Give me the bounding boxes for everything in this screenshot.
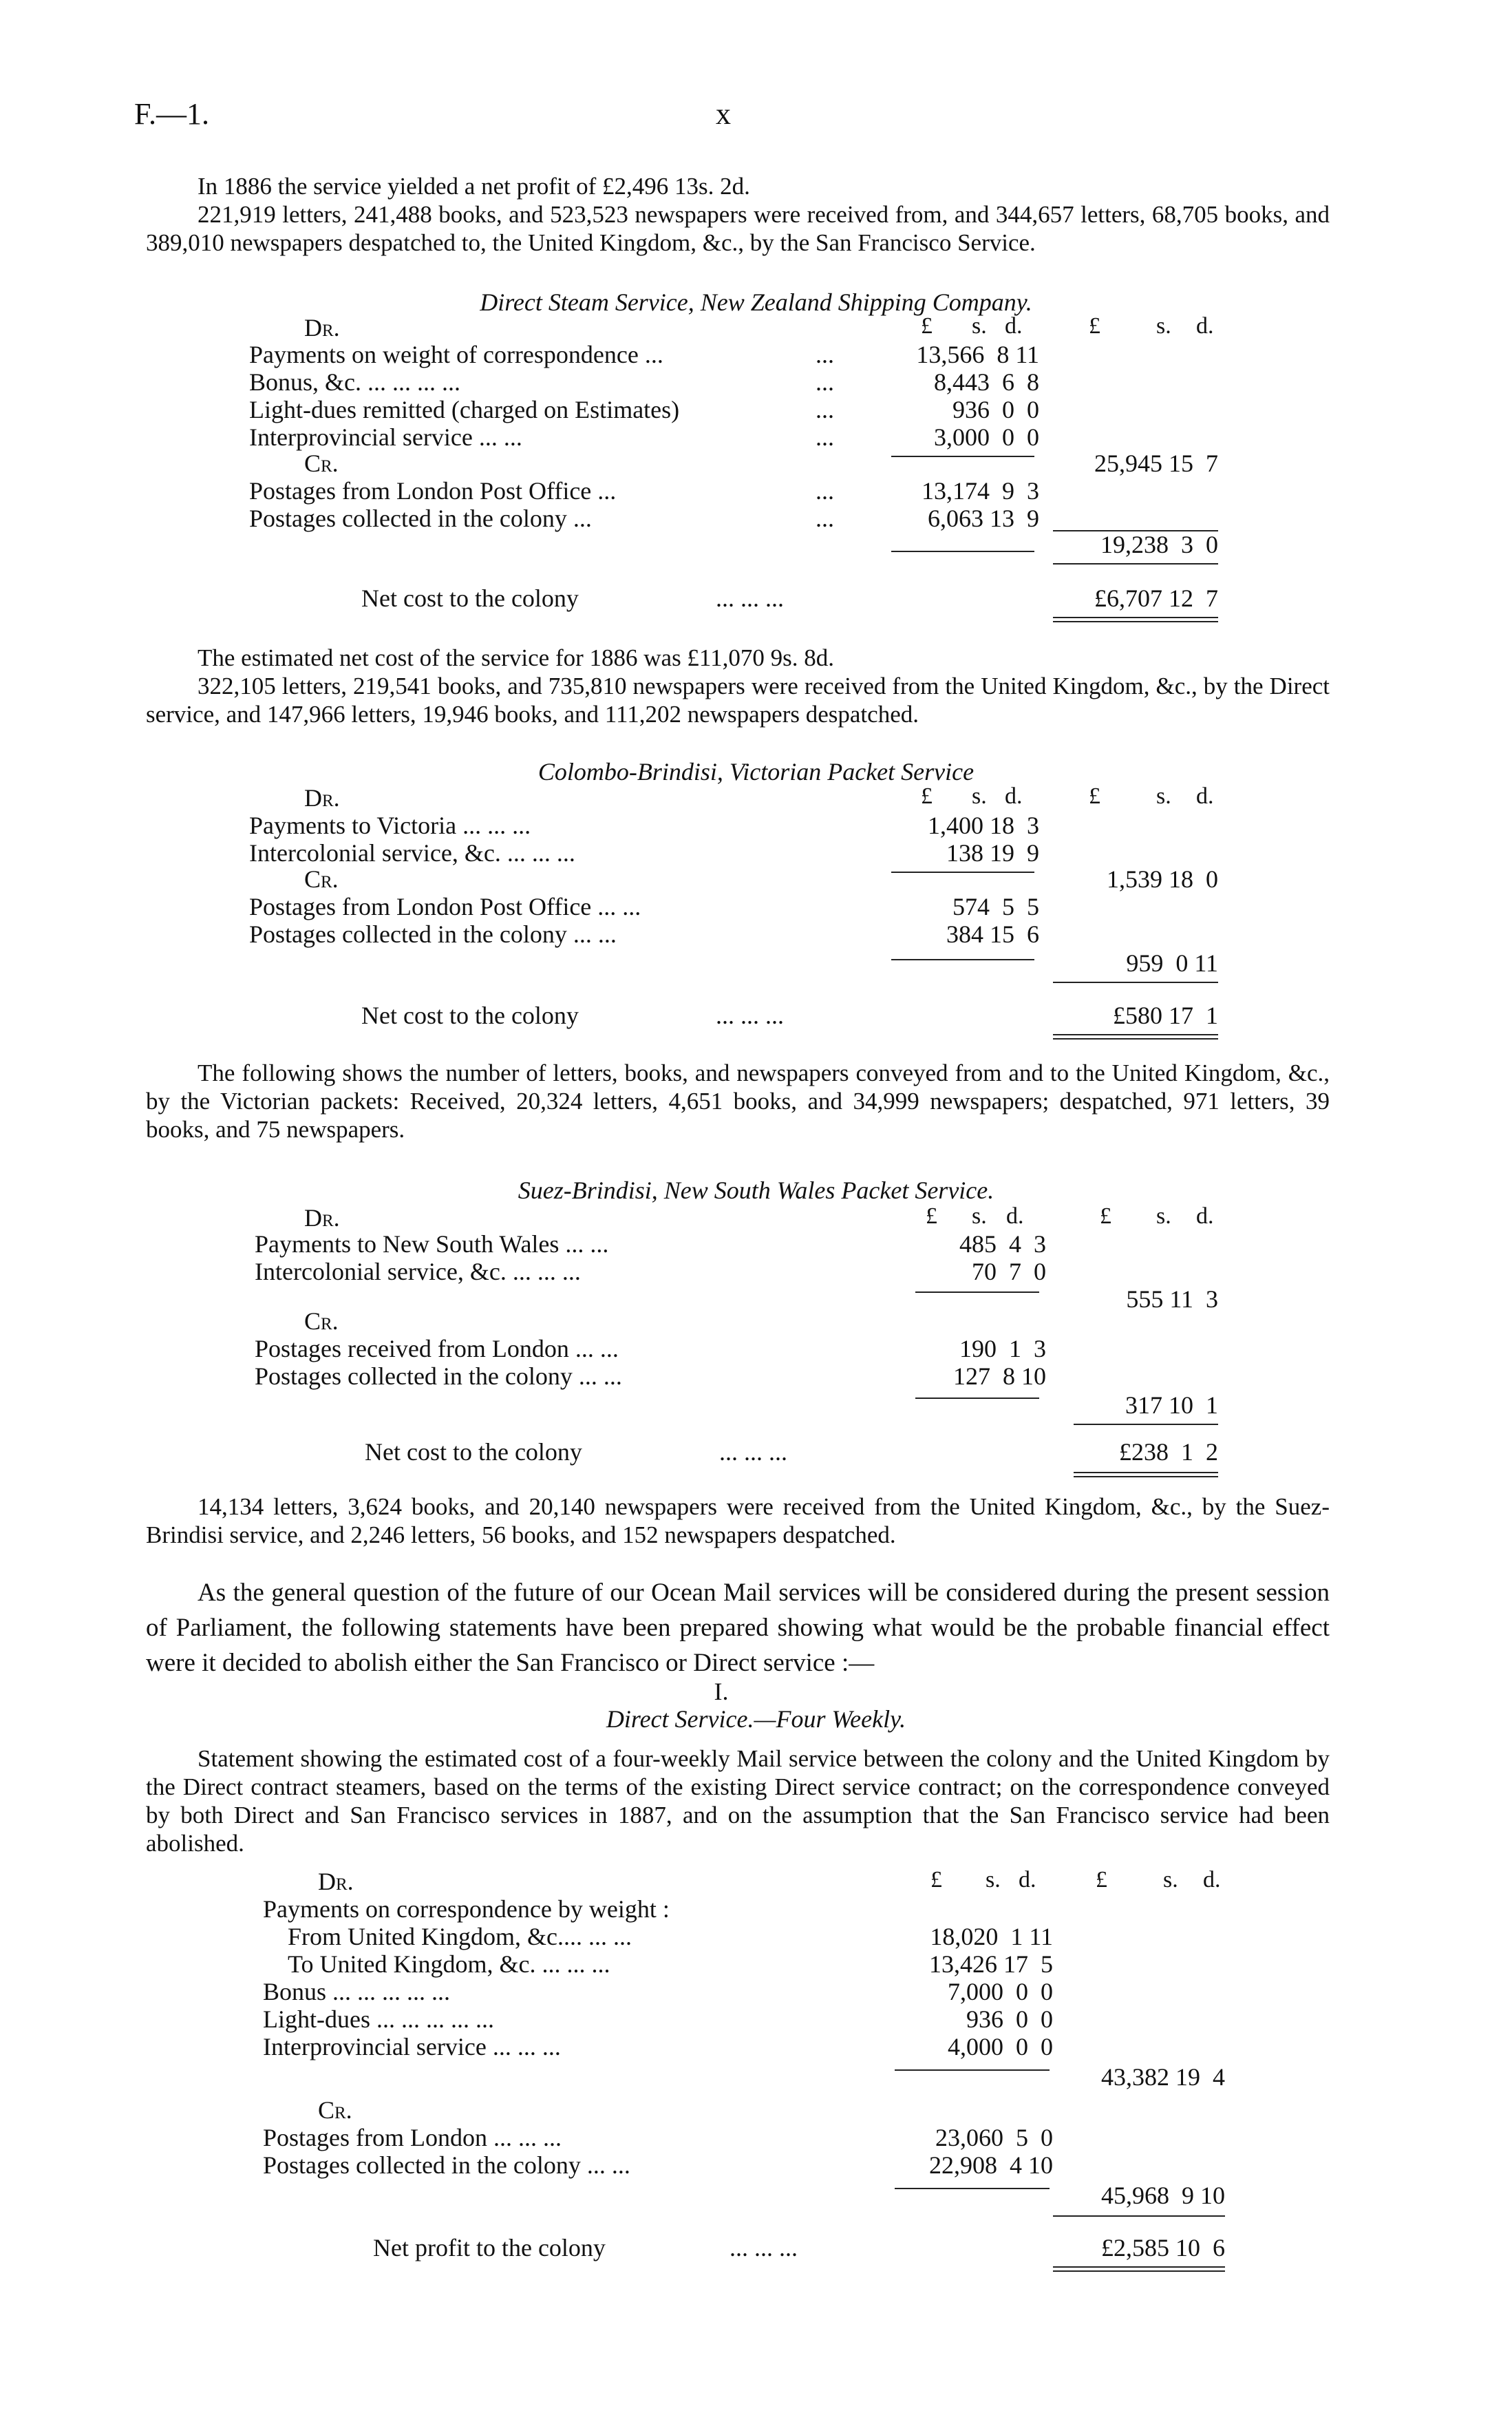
- suez-cr: Cr.: [304, 1307, 339, 1335]
- suez-net-label: Net cost to the colony: [365, 1438, 582, 1466]
- direct-subtotal-rule: [891, 551, 1034, 552]
- direct-pound-head-2: £: [1089, 313, 1100, 339]
- statement-text: Statement showing the estimated cost of a four-weekly Mail service between the colony and the United Kingdom by the Direct contract steamers, based on the terms of the existing Direct service contract; on the correspondence conveyed by both Direct and San Francisco services in 1887, and on the assumption that the San Francisco service had been abolished.: [146, 1745, 1330, 1857]
- suez-pound-head-2: £: [1100, 1203, 1111, 1229]
- suez-total-rule: [1074, 1424, 1218, 1425]
- document-ref: F.—1.: [134, 97, 209, 131]
- colombo-net-label: Net cost to the colony: [361, 1002, 579, 1029]
- direct-row-dots: ...: [816, 396, 834, 423]
- colombo-row-amount: 1,400 18 3: [928, 812, 1039, 839]
- direct-row-dots: ...: [816, 423, 834, 451]
- suez-s-head-1: s.: [972, 1203, 987, 1229]
- direct-net-dots: ... ... ...: [716, 584, 784, 612]
- four-weekly-row-label: Bonus ... ... ... ... ...: [263, 1978, 451, 2005]
- colombo-row-amount: 384 15 6: [946, 920, 1039, 948]
- direct-net-double-rule: [1053, 617, 1218, 622]
- colombo-total-rule: [1053, 982, 1218, 983]
- suez-subtotal-rule: [915, 1398, 1039, 1399]
- direct-s-head-1: s.: [972, 313, 987, 339]
- direct-s-head-2: s.: [1156, 313, 1171, 339]
- direct-net-label: Net cost to the colony: [361, 584, 579, 612]
- four-weekly-net: £2,585 10 6: [1101, 2234, 1225, 2261]
- suez-total-dr: 555 11 3: [1126, 1285, 1218, 1313]
- direct-row-amount: 13,566 8 11: [916, 341, 1039, 368]
- suez-total-cr: 317 10 1: [1125, 1391, 1218, 1419]
- colombo-title: Colombo-Brindisi, Victorian Packet Service: [537, 758, 975, 785]
- four-weekly-row-amount: 18,020 1 11: [930, 1923, 1053, 1950]
- suez-s-head-2: s.: [1156, 1203, 1171, 1229]
- four-weekly-row-label: Interprovincial service ... ... ...: [263, 2033, 561, 2060]
- suez-net: £238 1 2: [1119, 1438, 1218, 1466]
- four-weekly-subtitle: Direct Service.—Four Weekly.: [606, 1705, 906, 1733]
- colombo-pound-head-2: £: [1089, 783, 1100, 809]
- colombo-net-double-rule: [1053, 1034, 1218, 1040]
- direct-pound-head-1: £: [921, 313, 933, 339]
- intro-p2: 221,919 letters, 241,488 books, and 523,523 newspapers were received from, and 344,657 letters, 68,705 books, and 389,010 newspapers despatched to, the United Kingdom, &c., by the San Francisco Service.: [146, 201, 1330, 256]
- four-weekly-row-label: Light-dues ... ... ... ... ...: [263, 2005, 494, 2033]
- four-weekly-row-amount: 22,908 4 10: [929, 2151, 1053, 2179]
- suez-after: 14,134 letters, 3,624 books, and 20,140 newspapers were received from the United Kingdom, &c., by the Suez-Brindisi service, and 2,246 letters, 56 books, and 152 newspapers despatched.: [146, 1493, 1330, 1548]
- suez-subtotal-rule: [915, 1291, 1039, 1293]
- direct-row-dots: ...: [816, 477, 834, 505]
- colombo-pound-head-1: £: [921, 783, 933, 809]
- direct-d-head-1: d.: [1005, 313, 1023, 339]
- direct-row-label: Payments on weight of correspondence ...: [249, 341, 663, 368]
- direct-net: £6,707 12 7: [1094, 584, 1218, 612]
- four-weekly-subtotal-rule: [895, 2069, 1050, 2071]
- suez-row-label: Payments to New South Wales ... ...: [255, 1230, 609, 1258]
- direct-subtotal-rule: [891, 456, 1034, 457]
- suez-d-head-1: d.: [1006, 1203, 1024, 1229]
- colombo-row-label: Postages from London Post Office ... ...: [249, 893, 641, 920]
- four-weekly-subtotal-rule: [895, 2188, 1050, 2189]
- direct-row-label: Bonus, &c. ... ... ... ...: [249, 368, 461, 396]
- suez-row-label: Intercolonial service, &c. ... ... ...: [255, 1258, 581, 1285]
- suez-row-amount: 190 1 3: [959, 1335, 1046, 1362]
- suez-net-dots: ... ... ...: [719, 1438, 787, 1466]
- colombo-net-dots: ... ... ...: [716, 1002, 784, 1029]
- intro-p1: In 1886 the service yielded a net profit of £2,496 13s. 2d.: [198, 173, 750, 200]
- direct-after2: 322,105 letters, 219,541 books, and 735,810 newspapers were received from the United Kingdom, &c., by the Direct service, and 147,966 letters, 19,946 books, and 111,202 newspapers despatched.: [146, 673, 1330, 728]
- four-weekly-heading: Payments on correspondence by weight :: [263, 1895, 670, 1923]
- direct-row-label: Postages from London Post Office ...: [249, 477, 617, 505]
- four-weekly-row-label: To United Kingdom, &c. ... ... ...: [288, 1950, 610, 1978]
- four-weekly-s-head-2: s.: [1163, 1867, 1178, 1892]
- direct-row-label: Interprovincial service ... ...: [249, 423, 522, 451]
- colombo-cr: Cr.: [304, 865, 339, 893]
- four-weekly-net-dots: ... ... ...: [730, 2234, 798, 2261]
- four-weekly-row-amount: 13,426 17 5: [929, 1950, 1053, 1978]
- colombo-d-head-2: d.: [1196, 783, 1214, 809]
- direct-dr: Dr.: [304, 314, 340, 341]
- colombo-after: The following shows the number of letters, books, and newspapers conveyed from and to the United Kingdom, &c., by the Victorian packets: Received, 20,324 letters, 4,651 books, and 34,999 newspapers; despatched, 971 letters, 39 books, and 75 newspapers.: [146, 1059, 1330, 1143]
- four-weekly-row-amount: 23,060 5 0: [935, 2124, 1053, 2151]
- direct-d-head-2: d.: [1196, 313, 1214, 339]
- suez-net-double-rule: [1074, 1472, 1218, 1477]
- four-weekly-net-label: Net profit to the colony: [373, 2234, 606, 2261]
- direct-row-dots: ...: [816, 368, 834, 396]
- suez-dr: Dr.: [304, 1204, 340, 1232]
- direct-row-label: Light-dues remitted (charged on Estimates): [249, 396, 680, 423]
- direct-row-dots: ...: [816, 341, 834, 368]
- colombo-s-head-1: s.: [972, 783, 987, 809]
- colombo-row-amount: 138 19 9: [946, 839, 1039, 867]
- four-weekly-row-label: Postages collected in the colony ... ...: [263, 2151, 630, 2179]
- direct-after1: The estimated net cost of the service for 1886 was £11,070 9s. 8d.: [198, 644, 835, 671]
- colombo-row-label: Postages collected in the colony ... ...: [249, 920, 617, 948]
- direct-cr: Cr.: [304, 450, 339, 477]
- four-weekly-row-label: From United Kingdom, &c.... ... ...: [288, 1923, 632, 1950]
- suez-row-amount: 70 7 0: [972, 1258, 1046, 1285]
- suez-pound-head-1: £: [926, 1203, 937, 1229]
- suez-row-amount: 127 8 10: [953, 1362, 1046, 1390]
- four-weekly-total-cr: 45,968 9 10: [1101, 2182, 1225, 2209]
- four-weekly-pound-head-1: £: [930, 1867, 942, 1892]
- four-weekly-total-dr: 43,382 19 4: [1101, 2063, 1225, 2091]
- four-weekly-total-rule: [1053, 2215, 1225, 2217]
- colombo-row-label: Payments to Victoria ... ... ...: [249, 812, 531, 839]
- four-weekly-cr: Cr.: [318, 2096, 352, 2124]
- direct-total-rule: [1053, 563, 1218, 565]
- four-weekly-d-head-1: d.: [1019, 1867, 1036, 1892]
- four-weekly-row-amount: 7,000 0 0: [948, 1978, 1053, 2005]
- direct-row-amount: 6,063 13 9: [928, 505, 1039, 532]
- four-weekly-pound-head-2: £: [1096, 1867, 1107, 1892]
- colombo-s-head-2: s.: [1156, 783, 1171, 809]
- page-number: x: [716, 97, 731, 131]
- direct-row-amount: 3,000 0 0: [934, 423, 1039, 451]
- colombo-row-amount: 574 5 5: [952, 893, 1039, 920]
- four-weekly-d-head-2: d.: [1203, 1867, 1221, 1892]
- direct-total-dr: 25,945 15 7: [1094, 450, 1218, 477]
- four-weekly-row-label: Postages from London ... ... ...: [263, 2124, 562, 2151]
- colombo-subtotal-rule: [891, 872, 1034, 873]
- direct-row-amount: 936 0 0: [952, 396, 1039, 423]
- direct-row-dots: ...: [816, 505, 834, 532]
- colombo-total-cr: 959 0 11: [1126, 949, 1218, 977]
- colombo-row-label: Intercolonial service, &c. ... ... ...: [249, 839, 575, 867]
- suez-row-amount: 485 4 3: [959, 1230, 1046, 1258]
- four-weekly-row-amount: 936 0 0: [966, 2005, 1053, 2033]
- general-text: As the general question of the future of our Ocean Mail services will be considered during the present session of Parliament, the following statements have been prepared showing what would be the probable financial effect were it decided to abolish either the San Francisco or Direct service :—: [146, 1579, 1330, 1677]
- four-weekly-dr: Dr.: [318, 1868, 354, 1895]
- colombo-net: £580 17 1: [1113, 1002, 1218, 1029]
- colombo-dr: Dr.: [304, 784, 340, 812]
- colombo-subtotal-rule: [891, 959, 1034, 960]
- direct-total-cr: 19,238 3 0: [1100, 531, 1218, 558]
- suez-row-label: Postages received from London ... ...: [255, 1335, 619, 1362]
- suez-title: Suez-Brindisi, New South Wales Packet Service.: [518, 1177, 994, 1204]
- colombo-d-head-1: d.: [1005, 783, 1023, 809]
- suez-d-head-2: d.: [1196, 1203, 1214, 1229]
- four-weekly-s-head-1: s.: [986, 1867, 1001, 1892]
- four-weekly-row-amount: 4,000 0 0: [948, 2033, 1053, 2060]
- colombo-total-dr: 1,539 18 0: [1107, 865, 1218, 893]
- suez-row-label: Postages collected in the colony ... ...: [255, 1362, 622, 1390]
- direct-title: Direct Steam Service, New Zealand Shipping Company.: [480, 288, 1032, 316]
- four-weekly-net-double-rule: [1053, 2266, 1225, 2272]
- direct-row-amount: 8,443 6 8: [934, 368, 1039, 396]
- direct-row-amount: 13,174 9 3: [922, 477, 1039, 505]
- direct-row-label: Postages collected in the colony ...: [249, 505, 592, 532]
- section-number: I.: [714, 1678, 729, 1705]
